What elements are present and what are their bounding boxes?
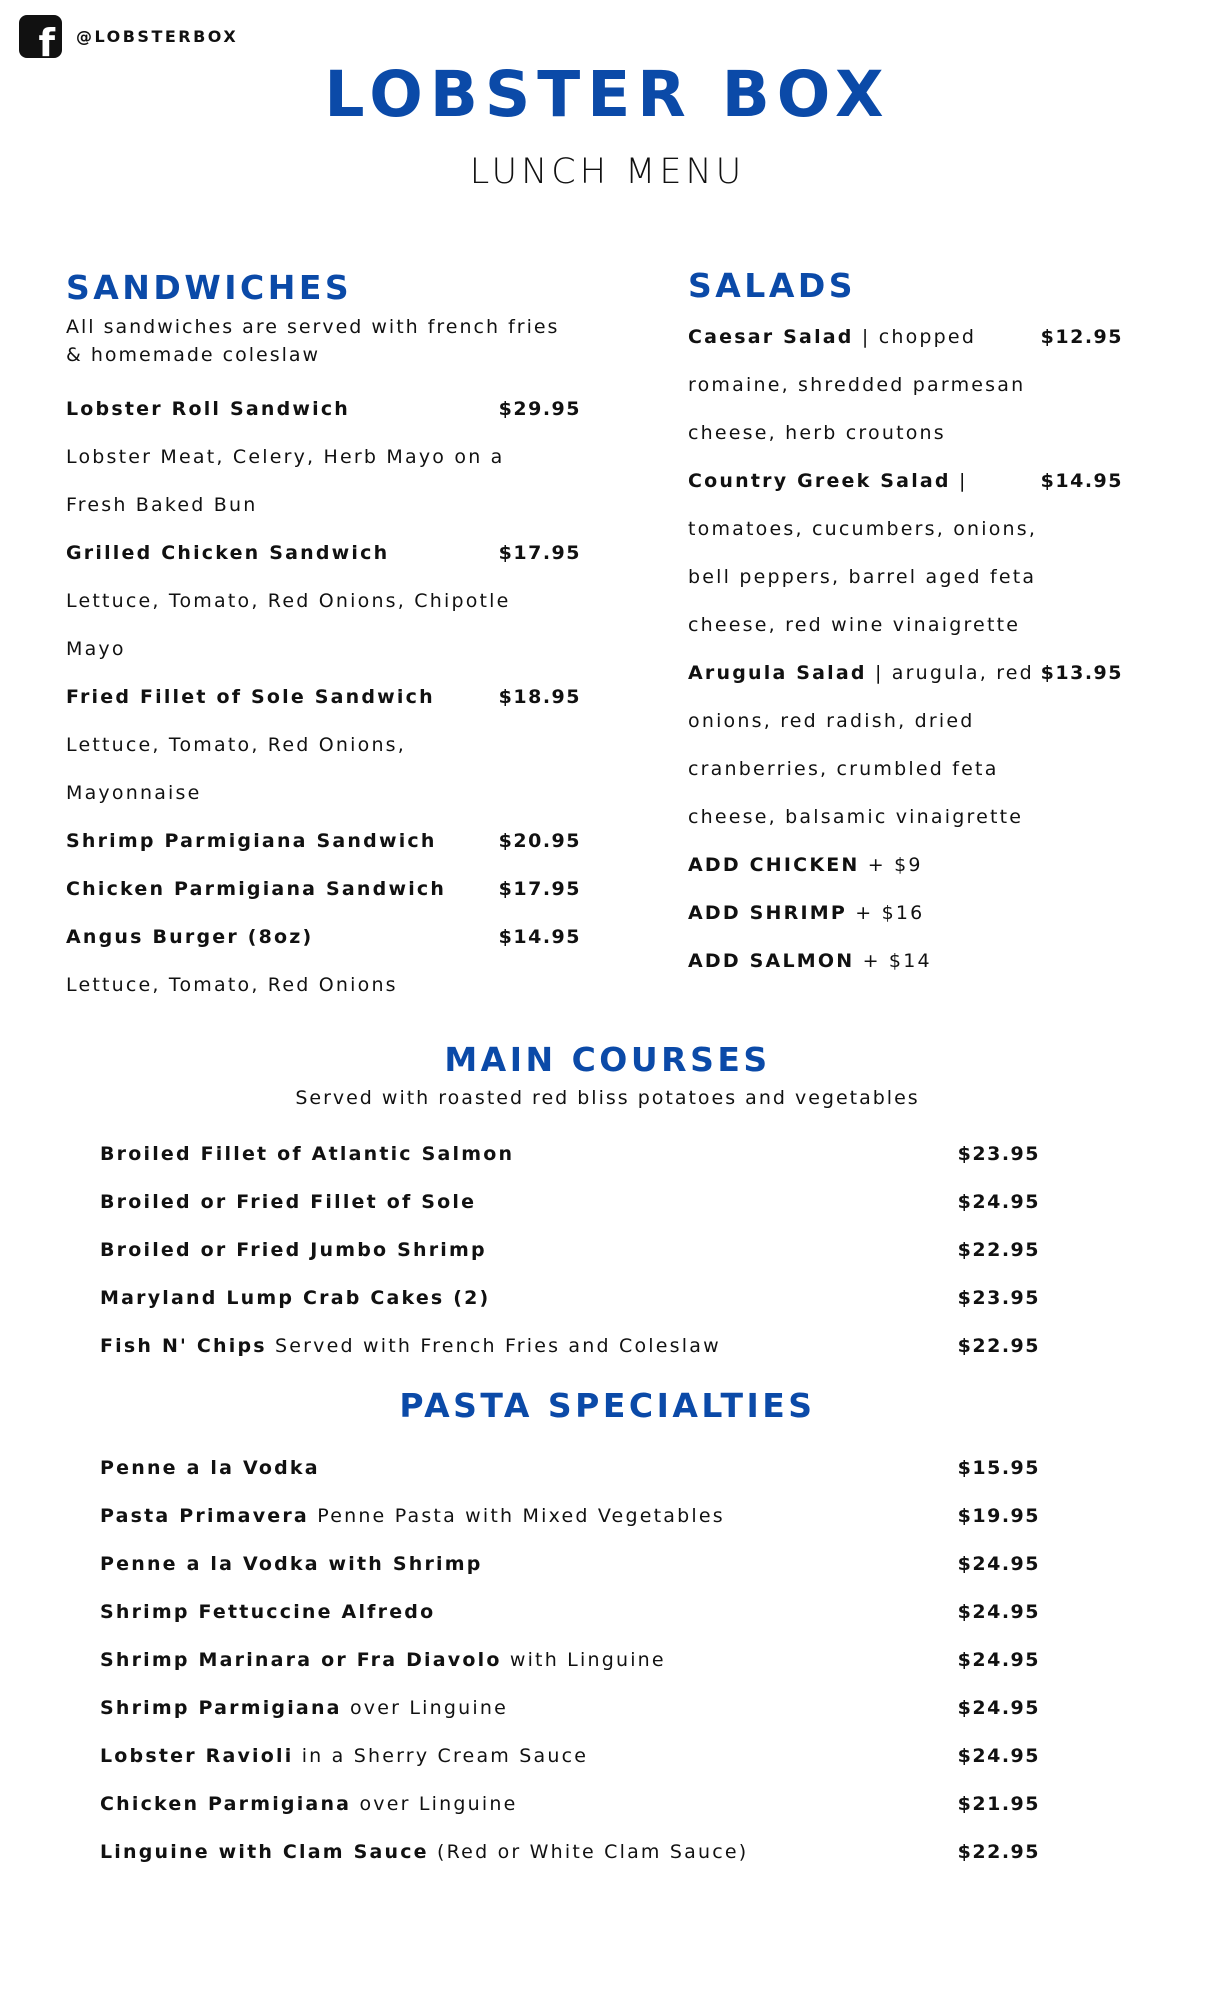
main-course-item-desc: Served with French Fries and Coleslaw bbox=[266, 1335, 721, 1357]
salad-item-desc: tomatoes, cucumbers, onions, bbox=[688, 518, 1038, 540]
main-courses-heading: MAIN COURSES bbox=[444, 1040, 771, 1079]
pasta-item-name: Pasta Primavera bbox=[100, 1505, 309, 1527]
sandwiches-section bbox=[66, 268, 581, 1009]
sandwich-item-price: $29.95 bbox=[498, 398, 581, 420]
main-course-item-name: Maryland Lump Crab Cakes (2) bbox=[100, 1287, 491, 1309]
salad-item-desc: romaine, shredded parmesan bbox=[688, 374, 1026, 396]
pasta-list bbox=[100, 1444, 1040, 1876]
salad-item-description bbox=[688, 745, 1123, 793]
pasta-item bbox=[100, 1828, 1040, 1876]
pasta-item bbox=[100, 1732, 1040, 1780]
facebook-icon[interactable]: f bbox=[19, 15, 62, 58]
main-course-item-price: $22.95 bbox=[957, 1239, 1040, 1261]
salad-item bbox=[688, 649, 1123, 697]
salad-item-name: ADD CHICKEN bbox=[688, 854, 860, 876]
main-course-item-price: $23.95 bbox=[957, 1143, 1040, 1165]
salad-item bbox=[688, 841, 1123, 889]
sandwich-item-price: $18.95 bbox=[498, 686, 581, 708]
pasta-item-desc: Penne Pasta with Mixed Vegetables bbox=[308, 1505, 725, 1527]
sandwich-item-price: $17.95 bbox=[498, 878, 581, 900]
pasta-item-price: $21.95 bbox=[957, 1793, 1040, 1815]
salad-item-desc: cheese, herb croutons bbox=[688, 422, 946, 444]
salad-item-name: ADD SALMON bbox=[688, 950, 855, 972]
salad-item bbox=[688, 313, 1123, 361]
sandwich-item-desc: Lettuce, Tomato, Red Onions, Chipotle bbox=[66, 590, 511, 612]
pasta-item bbox=[100, 1684, 1040, 1732]
main-course-item bbox=[100, 1322, 1040, 1370]
sandwiches-note: All sandwiches are served with french fries & homemade coleslaw bbox=[66, 316, 560, 366]
sandwich-item-desc: Lettuce, Tomato, Red Onions, bbox=[66, 734, 407, 756]
salad-item-desc: bell peppers, barrel aged feta bbox=[688, 566, 1037, 588]
pasta-item-name: Shrimp Marinara or Fra Diavolo bbox=[100, 1649, 502, 1671]
sandwich-item-name: Fried Fillet of Sole Sandwich bbox=[66, 686, 435, 708]
pasta-item bbox=[100, 1636, 1040, 1684]
salad-item-desc: | bbox=[950, 470, 968, 492]
salad-item-description bbox=[688, 553, 1123, 601]
sandwich-item-description bbox=[66, 721, 581, 769]
main-courses-note: Served with roasted red bliss potatoes and vegetables bbox=[295, 1087, 920, 1109]
salad-item-desc: onions, red radish, dried bbox=[688, 710, 975, 732]
main-course-item-price: $22.95 bbox=[957, 1335, 1040, 1357]
sandwich-item-desc: Mayonnaise bbox=[66, 782, 202, 804]
sandwich-item bbox=[66, 385, 581, 433]
main-course-item-price: $23.95 bbox=[957, 1287, 1040, 1309]
main-course-item bbox=[100, 1178, 1040, 1226]
pasta-item-name: Chicken Parmigiana bbox=[100, 1793, 352, 1815]
pasta-item-desc: (Red or White Clam Sauce) bbox=[428, 1841, 749, 1863]
pasta-item-price: $22.95 bbox=[957, 1841, 1040, 1863]
sandwich-item-desc: Fresh Baked Bun bbox=[66, 494, 258, 516]
salad-item-desc: cheese, red wine vinaigrette bbox=[688, 614, 1021, 636]
salad-item-desc: + $14 bbox=[854, 950, 932, 972]
social-handle[interactable] bbox=[19, 15, 239, 65]
salad-item-name: Country Greek Salad bbox=[688, 470, 951, 492]
sandwich-item-name: Lobster Roll Sandwich bbox=[66, 398, 351, 420]
sandwich-item-name: Chicken Parmigiana Sandwich bbox=[66, 878, 447, 900]
sandwich-item-description bbox=[66, 577, 581, 625]
menu-subtitle: LUNCH MENU bbox=[469, 152, 746, 192]
social-handle-text: @LOBSTERBOX bbox=[76, 27, 239, 46]
pasta-item bbox=[100, 1780, 1040, 1828]
pasta-section bbox=[0, 1386, 1215, 1425]
pasta-item-desc: with Linguine bbox=[501, 1649, 666, 1671]
pasta-item-price: $19.95 bbox=[957, 1505, 1040, 1527]
salads-list bbox=[688, 313, 1123, 985]
sandwich-item bbox=[66, 673, 581, 721]
salad-item-price: $12.95 bbox=[1040, 326, 1123, 348]
pasta-item-name: Lobster Ravioli bbox=[100, 1745, 294, 1767]
main-course-item-price: $24.95 bbox=[957, 1191, 1040, 1213]
pasta-item-name: Penne a la Vodka with Shrimp bbox=[100, 1553, 483, 1575]
sandwiches-list bbox=[66, 385, 581, 1009]
pasta-item bbox=[100, 1492, 1040, 1540]
sandwich-item bbox=[66, 529, 581, 577]
sandwich-item-name: Grilled Chicken Sandwich bbox=[66, 542, 390, 564]
main-course-item-name: Broiled or Fried Jumbo Shrimp bbox=[100, 1239, 487, 1261]
salads-heading: SALADS bbox=[688, 266, 857, 305]
salad-item-desc: + $16 bbox=[846, 902, 925, 924]
salad-item-desc: cheese, balsamic vinaigrette bbox=[688, 806, 1024, 828]
salad-item-description bbox=[688, 361, 1123, 409]
restaurant-title: LOBSTER BOX bbox=[324, 58, 891, 131]
sandwich-item-description bbox=[66, 625, 581, 673]
sandwich-item-price: $14.95 bbox=[498, 926, 581, 948]
sandwiches-heading: SANDWICHES bbox=[66, 268, 353, 307]
salad-item-name: Caesar Salad bbox=[688, 326, 854, 348]
sandwich-item-description bbox=[66, 961, 581, 1009]
pasta-item-desc: over Linguine bbox=[351, 1793, 518, 1815]
pasta-item-name: Linguine with Clam Sauce bbox=[100, 1841, 429, 1863]
pasta-item-name: Penne a la Vodka bbox=[100, 1457, 320, 1479]
sandwich-item bbox=[66, 913, 581, 961]
salad-item-desc: + $9 bbox=[859, 854, 923, 876]
pasta-heading: PASTA SPECIALTIES bbox=[399, 1386, 816, 1425]
salad-item-description bbox=[688, 505, 1123, 553]
pasta-item-desc: in a Sherry Cream Sauce bbox=[293, 1745, 589, 1767]
sandwich-item bbox=[66, 817, 581, 865]
salad-item bbox=[688, 937, 1123, 985]
pasta-item-name: Shrimp Fettuccine Alfredo bbox=[100, 1601, 436, 1623]
sandwich-item-desc: Mayo bbox=[66, 638, 126, 660]
pasta-item-price: $24.95 bbox=[957, 1697, 1040, 1719]
main-courses-section bbox=[0, 1040, 1215, 1109]
sandwich-item-description bbox=[66, 433, 581, 481]
salad-item-desc: | arugula, red bbox=[866, 662, 1034, 684]
main-course-item-name: Fish N' Chips bbox=[100, 1335, 267, 1357]
pasta-item bbox=[100, 1588, 1040, 1636]
pasta-item-price: $24.95 bbox=[957, 1601, 1040, 1623]
main-course-item-name: Broiled or Fried Fillet of Sole bbox=[100, 1191, 477, 1213]
salad-item-price: $14.95 bbox=[1040, 470, 1123, 492]
pasta-item bbox=[100, 1444, 1040, 1492]
main-course-item bbox=[100, 1274, 1040, 1322]
salad-item-desc: cranberries, crumbled feta bbox=[688, 758, 999, 780]
sandwich-item-desc: Lettuce, Tomato, Red Onions bbox=[66, 974, 398, 996]
pasta-item-price: $24.95 bbox=[957, 1745, 1040, 1767]
salad-item-name: ADD SHRIMP bbox=[688, 902, 847, 924]
sandwich-item-description bbox=[66, 481, 581, 529]
salad-item-description bbox=[688, 697, 1123, 745]
main-course-item-name: Broiled Fillet of Atlantic Salmon bbox=[100, 1143, 515, 1165]
sandwich-item-name: Angus Burger (8oz) bbox=[66, 926, 314, 948]
pasta-item-name: Shrimp Parmigiana bbox=[100, 1697, 342, 1719]
salad-item bbox=[688, 457, 1123, 505]
sandwich-item-name: Shrimp Parmigiana Sandwich bbox=[66, 830, 437, 852]
pasta-item-price: $15.95 bbox=[957, 1457, 1040, 1479]
salad-item-price: $13.95 bbox=[1040, 662, 1123, 684]
salads-section bbox=[688, 266, 1123, 985]
pasta-item-price: $24.95 bbox=[957, 1553, 1040, 1575]
salad-item-name: Arugula Salad bbox=[688, 662, 867, 684]
sandwich-item-desc: Lobster Meat, Celery, Herb Mayo on a bbox=[66, 446, 505, 468]
salad-item bbox=[688, 889, 1123, 937]
main-course-item bbox=[100, 1130, 1040, 1178]
sandwich-item-price: $20.95 bbox=[498, 830, 581, 852]
sandwich-item bbox=[66, 865, 581, 913]
pasta-item-desc: over Linguine bbox=[341, 1697, 508, 1719]
salad-item-description bbox=[688, 601, 1123, 649]
pasta-item-price: $24.95 bbox=[957, 1649, 1040, 1671]
pasta-item bbox=[100, 1540, 1040, 1588]
main-courses-list bbox=[100, 1130, 1040, 1370]
sandwich-item-description bbox=[66, 769, 581, 817]
salad-item-description bbox=[688, 793, 1123, 841]
salad-item-description bbox=[688, 409, 1123, 457]
sandwich-item-price: $17.95 bbox=[498, 542, 581, 564]
salad-item-desc: | chopped bbox=[853, 326, 977, 348]
main-course-item bbox=[100, 1226, 1040, 1274]
